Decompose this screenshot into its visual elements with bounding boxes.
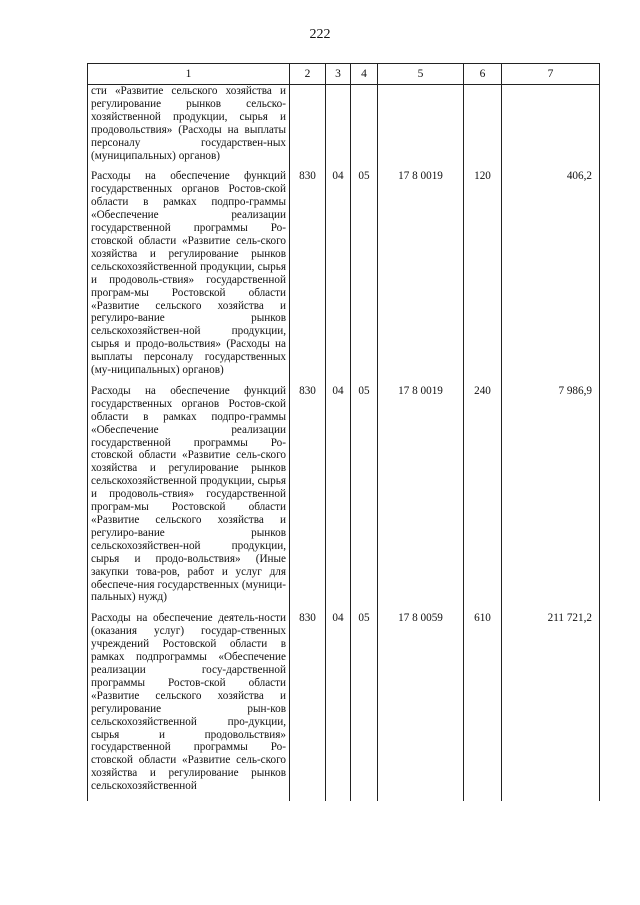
ministry-code: 830 [290, 385, 326, 612]
target-article-code: 17 8 0019 [378, 170, 464, 385]
section-code: 04 [326, 385, 351, 612]
target-article-code: 17 8 0019 [378, 385, 464, 612]
amount: 211 721,2 [502, 612, 600, 801]
column-header: 5 [378, 64, 464, 85]
subsection-code [351, 85, 378, 171]
table-header-row [88, 64, 600, 85]
page-number: 222 [309, 27, 331, 42]
amount: 406,2 [502, 170, 600, 385]
section-code: 04 [326, 612, 351, 801]
column-header: 4 [351, 64, 378, 85]
subsection-code: 05 [351, 170, 378, 385]
amount: 7 986,9 [502, 385, 600, 612]
subsection-code: 05 [351, 385, 378, 612]
table-row [88, 85, 600, 171]
expense-type-code: 610 [464, 612, 502, 801]
subsection-code: 05 [351, 612, 378, 801]
target-article-code [378, 85, 464, 171]
ministry-code [290, 85, 326, 171]
table-row [88, 385, 600, 612]
table-row [88, 612, 600, 801]
section-code [326, 85, 351, 171]
expense-type-code: 240 [464, 385, 502, 612]
row-description: Расходы на обеспечение деятель-ности (оказания услуг) государ-ственных учреждений Ростовской области в рамках подпрограммы «Обеспечение реализации госу-дарственной программы Ростов-ской области «Развитие сельского хозяйства и регулирование рын-ков сельскохозяйственной про-дукции, сырья и продовольствия» государственной программы Ро-стовской области «Развитие сель-ского хозяйства и регулирование рынков сельскохозяйственной [88, 612, 290, 801]
row-description: Расходы на обеспечение функций государственных органов Ростов-ской области в рамках подпро-граммы «Обеспечение реализации государственной программы Ро-стовской области «Развитие сель-ского хозяйства и регулирование рынков сельскохозяйственной продукции, сырья и продоволь-ствия» государственной програм-мы Ростовской области «Развитие сельского хозяйства и регулиро-вание рынков сельскохозяйствен-ной продукции, сырья и продо-вольствия» (Иные закупки това-ров, работ и услуг для обеспече-ния государственных (муници-пальных) нужд) [88, 385, 290, 612]
ministry-code: 830 [290, 612, 326, 801]
row-description: сти «Развитие сельского хозяйства и регулирование рынков сельско-хозяйственной продукции, сырья и продовольствия» (Расходы на выплаты персоналу государствен-ных (муниципальных) органов) [88, 85, 290, 171]
amount [502, 85, 600, 171]
column-header: 3 [326, 64, 351, 85]
target-article-code: 17 8 0059 [378, 612, 464, 801]
column-header: 7 [502, 64, 600, 85]
column-header: 2 [290, 64, 326, 85]
table-row [88, 170, 600, 385]
expense-type-code: 120 [464, 170, 502, 385]
ministry-code: 830 [290, 170, 326, 385]
row-description: Расходы на обеспечение функций государственных органов Ростов-ской области в рамках подпро-граммы «Обеспечение реализации государственной программы Ро-стовской области «Развитие сель-ского хозяйства и регулирование рынков сельскохозяйственной продукции, сырья и продоволь-ствия» государственной програм-мы Ростовской области «Развитие сельского хозяйства и регулиро-вание рынков сельскохозяйствен-ной продукции, сырья и продо-вольствия» (Расходы на выплаты персоналу государственных (му-ниципальных) органов) [88, 170, 290, 385]
budget-table [87, 63, 600, 801]
column-header: 6 [464, 64, 502, 85]
section-code: 04 [326, 170, 351, 385]
expense-type-code [464, 85, 502, 171]
column-header: 1 [88, 64, 290, 85]
